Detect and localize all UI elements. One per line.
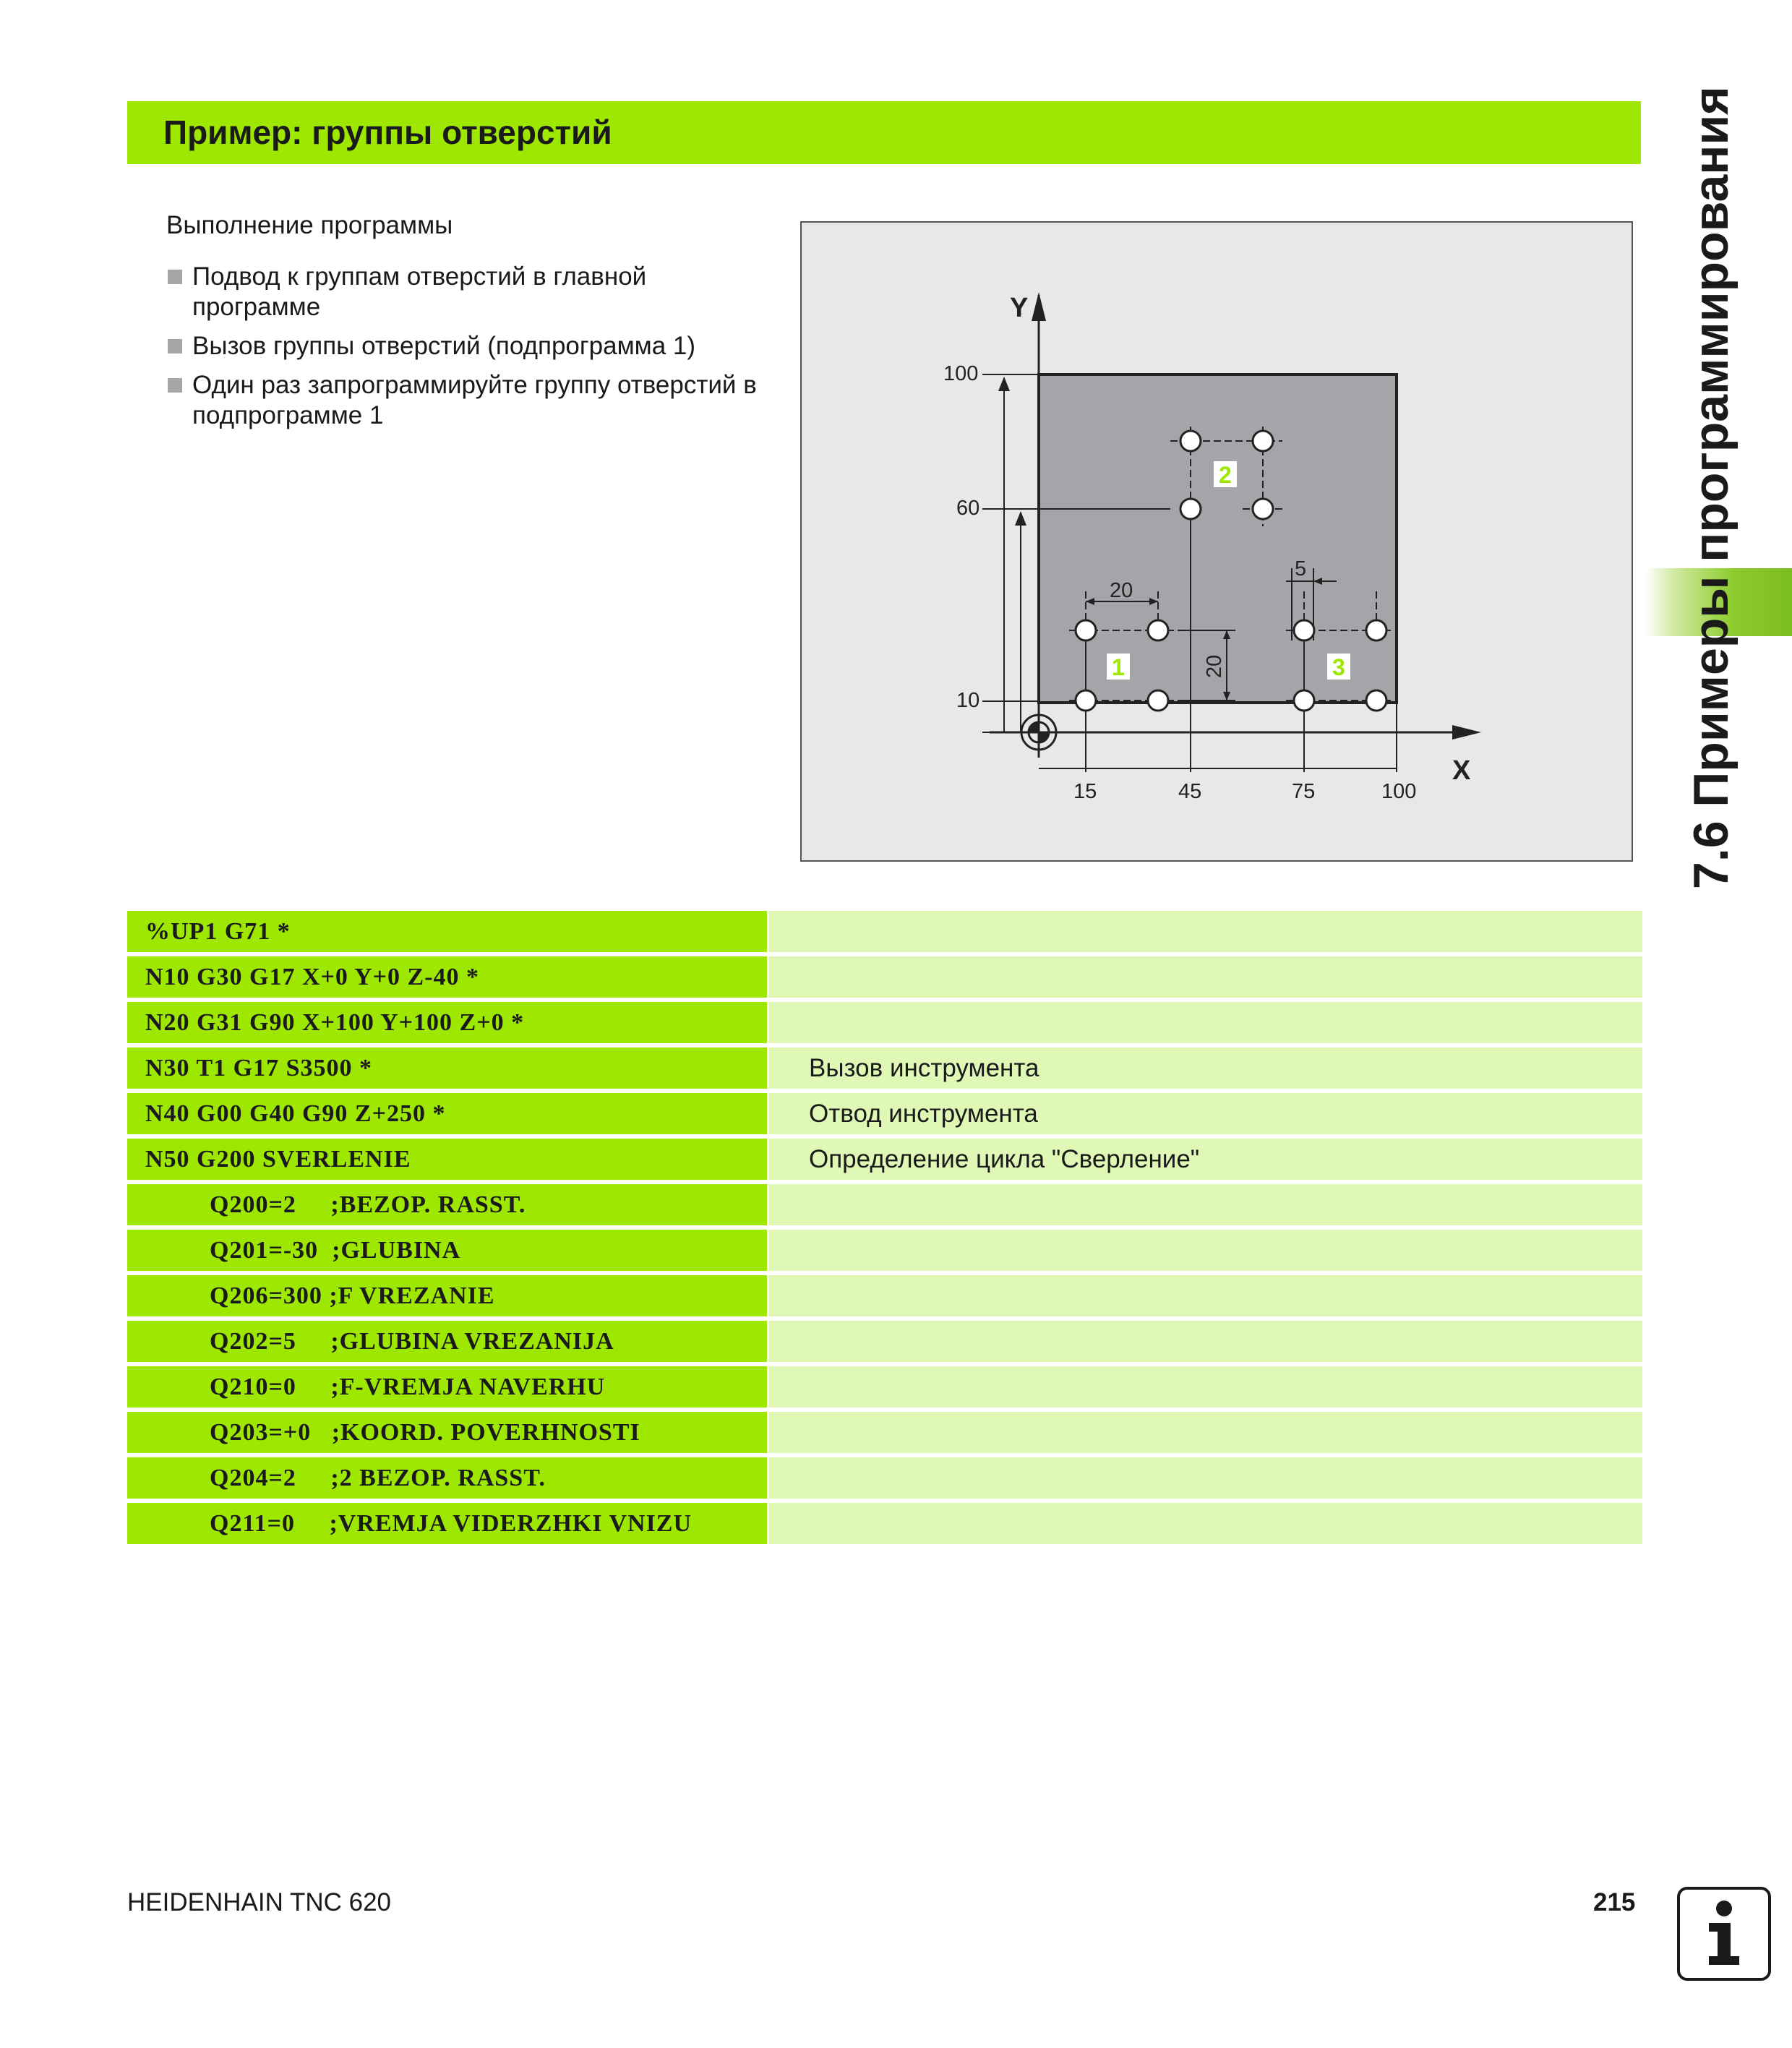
program-command: Q211=0 ;VREMJA VIDERZHKI VNIZU — [127, 1503, 767, 1544]
bullet-list — [166, 262, 759, 440]
title-bar — [127, 101, 1641, 164]
program-command: N40 G00 G40 G90 Z+250 * — [127, 1093, 767, 1134]
bullet-item — [166, 262, 759, 322]
program-row — [127, 1047, 1642, 1089]
drawing-figure — [800, 221, 1633, 862]
bullet-square-icon — [168, 339, 182, 354]
program-command: %UP1 G71 * — [127, 911, 767, 952]
program-command: Q210=0 ;F-VREMJA NAVERHU — [127, 1366, 767, 1408]
footer-product: HEIDENHAIN TNC 620 — [127, 1888, 392, 1916]
program-comment — [769, 1321, 1642, 1362]
program-comment — [769, 1366, 1642, 1408]
dim-spacing-x: 20 — [1110, 579, 1133, 602]
program-row — [127, 1275, 1642, 1316]
program-row — [127, 1184, 1642, 1225]
bullet-item — [166, 370, 759, 431]
program-command: Q200=2 ;BEZOP. RASST. — [127, 1184, 767, 1225]
origin-quarter-icon — [1039, 732, 1049, 742]
program-row — [127, 1002, 1642, 1043]
program-comment — [769, 1275, 1642, 1316]
bullet-square-icon — [168, 270, 182, 284]
program-listing — [127, 911, 1642, 1548]
axis-label-x: X — [1452, 755, 1471, 786]
dim-offset: 5 — [1295, 557, 1307, 580]
program-row — [127, 956, 1642, 998]
program-row — [127, 1230, 1642, 1271]
program-row — [127, 1503, 1642, 1544]
tick-y-10: 10 — [956, 689, 980, 712]
program-comment — [769, 1230, 1642, 1271]
tick-x-45: 45 — [1178, 780, 1202, 803]
program-row — [127, 1093, 1642, 1134]
origin-quarter-icon — [1029, 722, 1039, 732]
program-command: Q204=2 ;2 BEZOP. RASST. — [127, 1457, 767, 1499]
bullet-text: Один раз запрограммируйте группу отверстий в подпрограмме 1 — [192, 371, 757, 429]
tick-y-100: 100 — [943, 362, 979, 385]
program-command: Q206=300 ;F VREZANIE — [127, 1275, 767, 1316]
program-command: N20 G31 G90 X+100 Y+100 Z+0 * — [127, 1002, 767, 1043]
program-comment — [769, 1184, 1642, 1225]
page-title: Пример: группы отверстий — [163, 113, 612, 151]
info-icon[interactable] — [1677, 1887, 1771, 1981]
tick-x-100: 100 — [1381, 780, 1417, 803]
part-drawing — [802, 223, 1632, 860]
bullet-square-icon — [168, 378, 182, 393]
program-comment: Отвод инструмента — [769, 1093, 1642, 1134]
bullet-item — [166, 331, 759, 361]
program-command: N50 G200 SVERLENIE — [127, 1139, 767, 1180]
page-number: 215 — [1593, 1888, 1636, 1916]
workpiece-plate — [1039, 374, 1397, 703]
tick-x-15: 15 — [1073, 780, 1097, 803]
tick-x-75: 75 — [1292, 780, 1316, 803]
program-comment — [769, 911, 1642, 952]
program-row — [127, 1457, 1642, 1499]
program-comment — [769, 1503, 1642, 1544]
group-label-3: 3 — [1332, 654, 1345, 680]
group-label-2: 2 — [1219, 462, 1232, 488]
dim-spacing-y: 20 — [1203, 654, 1226, 678]
x-axis-arrow — [1452, 725, 1481, 740]
program-comment — [769, 956, 1642, 998]
tick-y-60: 60 — [956, 497, 980, 520]
bullet-text: Вызов группы отверстий (подпрограмма 1) — [192, 332, 696, 360]
program-comment — [769, 1457, 1642, 1499]
program-command: Q203=+0 ;KOORD. POVERHNOSTI — [127, 1412, 767, 1453]
program-row — [127, 911, 1642, 952]
program-comment: Определение цикла "Сверление" — [769, 1139, 1642, 1180]
axis-label-y: Y — [1010, 293, 1029, 323]
section-title: 7.6 Примеры программирования — [1684, 86, 1739, 889]
program-comment — [769, 1412, 1642, 1453]
program-row — [127, 1139, 1642, 1180]
program-command: N10 G30 G17 X+0 Y+0 Z-40 * — [127, 956, 767, 998]
group-label-1: 1 — [1112, 654, 1125, 680]
program-command: Q201=-30 ;GLUBINA — [127, 1230, 767, 1271]
y-axis-arrow — [1032, 292, 1046, 321]
intro-heading: Выполнение программы — [166, 211, 453, 239]
info-glyph-icon — [1680, 1890, 1768, 1978]
program-comment — [769, 1002, 1642, 1043]
program-command: N30 T1 G17 S3500 * — [127, 1047, 767, 1089]
program-comment: Вызов инструмента — [769, 1047, 1642, 1089]
program-command: Q202=5 ;GLUBINA VREZANIJA — [127, 1321, 767, 1362]
program-row — [127, 1412, 1642, 1453]
program-row — [127, 1321, 1642, 1362]
program-row — [127, 1366, 1642, 1408]
bullet-text: Подвод к группам отверстий в главной программе — [192, 262, 647, 321]
